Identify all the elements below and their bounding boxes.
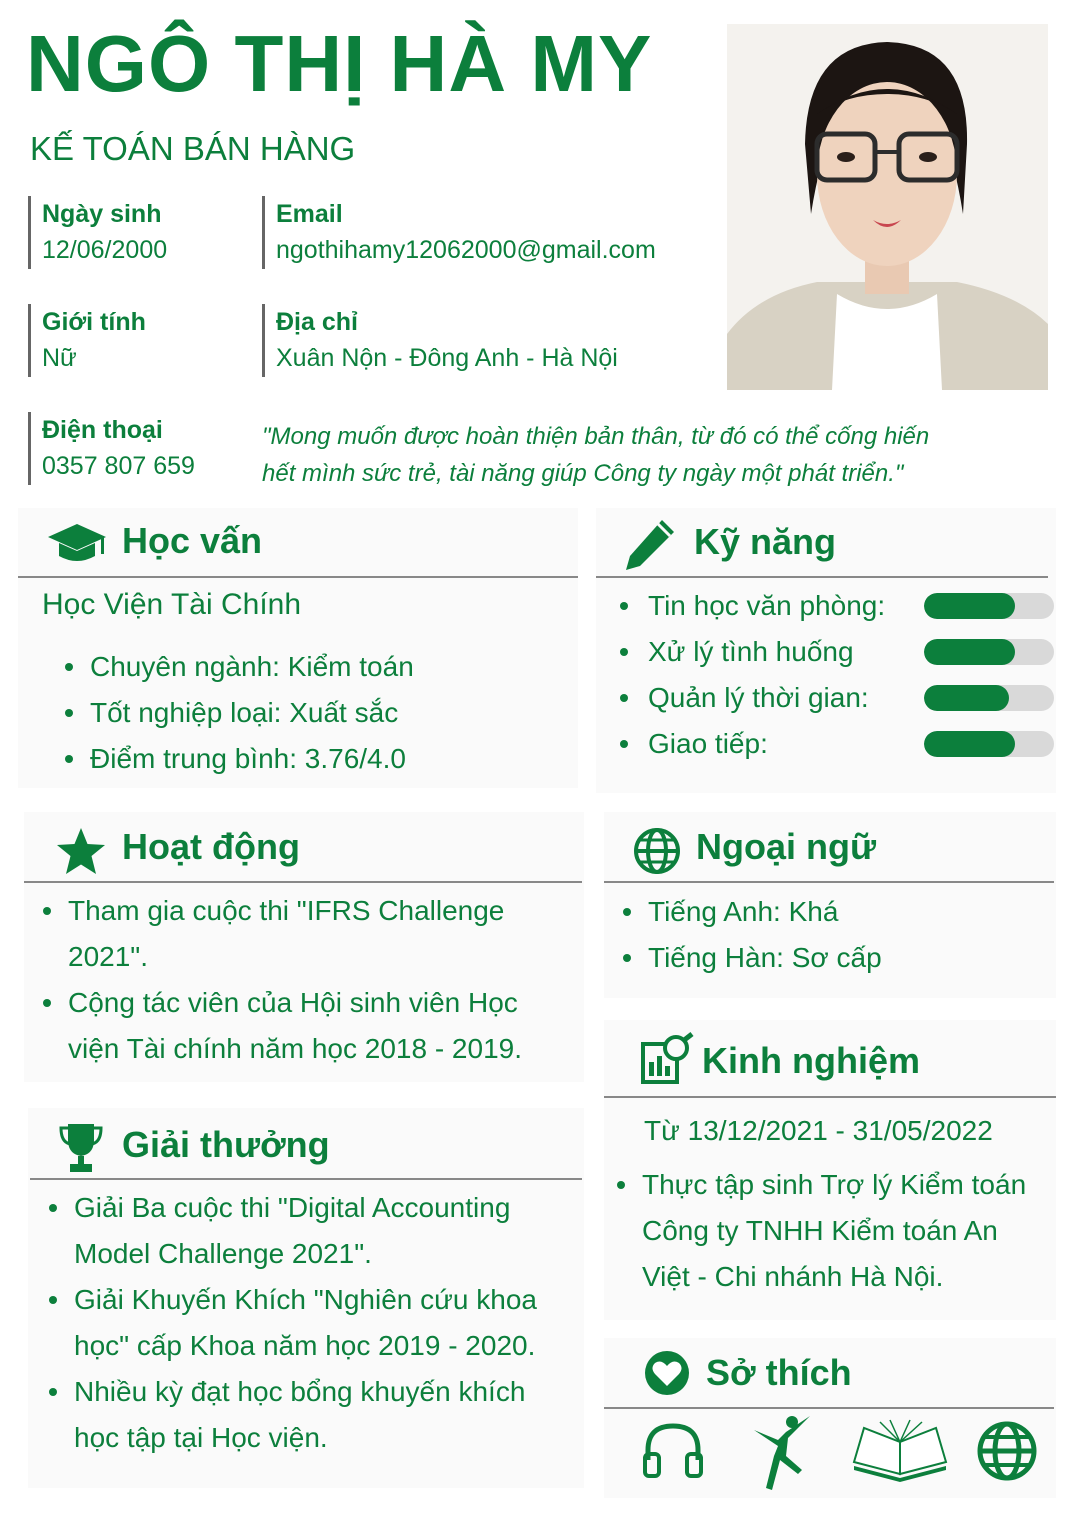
headphones-icon <box>640 1420 706 1480</box>
globe-icon <box>976 1420 1038 1482</box>
quote-line-1: "Mong muốn được hoàn thiện bản thân, từ đó có thể cống hiến <box>262 423 930 450</box>
candidate-name: NGÔ THỊ HÀ MY <box>26 19 653 108</box>
skill-label: Tin học văn phòng: <box>648 590 886 621</box>
quote-line-2: hết mình sức trẻ, tài năng giúp Công ty ngày một phát triển." <box>262 460 904 488</box>
profile-photo <box>727 24 1048 390</box>
item-line: học tập tại Học viện. <box>74 1422 328 1453</box>
item-line: Nhiều kỳ đạt học bổng khuyến khích <box>74 1376 526 1407</box>
skill-label: Xử lý tình huống <box>648 636 854 667</box>
awards-list <box>44 1185 584 1461</box>
list-item: Tiếng Hàn: Sơ cấp <box>618 935 1048 981</box>
skill-row <box>620 721 1060 767</box>
bullet <box>620 694 628 702</box>
skill-row <box>620 629 1060 675</box>
info-gender-label: Giới tính <box>42 308 146 336</box>
info-email-value: ngothihamy12062000@gmail.com <box>276 236 656 265</box>
skill-row <box>620 675 1060 721</box>
info-dob-value: 12/06/2000 <box>42 236 168 265</box>
experience-list <box>612 1162 1056 1300</box>
skill-label: Quản lý thời gian: <box>648 682 869 713</box>
experience-period: Từ 13/12/2021 - 31/05/2022 <box>644 1115 993 1146</box>
pencil-icon <box>622 516 678 572</box>
item-line: Cộng tác viên của Hội sinh viên Học <box>68 987 518 1018</box>
list-item <box>44 1185 584 1277</box>
skill-bar-fill <box>924 731 1015 757</box>
trophy-icon <box>58 1120 104 1176</box>
item-line: Thực tập sinh Trợ lý Kiểm toán <box>642 1169 1027 1200</box>
languages-title: Ngoại ngữ <box>696 826 877 867</box>
list-item: Chuyên ngành: Kiểm toán <box>60 644 560 690</box>
activities-list <box>38 888 578 1072</box>
experience-title: Kinh nghiệm <box>702 1040 920 1081</box>
item-line: viện Tài chính năm học 2018 - 2019. <box>68 1033 523 1064</box>
skill-bar-fill <box>924 685 1009 711</box>
skill-bar <box>924 685 1054 711</box>
skill-bar <box>924 731 1054 757</box>
skill-row <box>620 583 1060 629</box>
languages-divider <box>604 881 1054 883</box>
info-address-value: Xuân Nộn - Đông Anh - Hà Nội <box>276 344 618 373</box>
skills-title: Kỹ năng <box>694 521 837 562</box>
list-item: Điểm trung bình: 3.76/4.0 <box>60 736 560 782</box>
item-line: Tham gia cuộc thi "IFRS Challenge <box>68 895 505 926</box>
list-item <box>612 1162 1056 1300</box>
hobbies-divider <box>604 1407 1054 1409</box>
item-line: Công ty TNHH Kiểm toán An <box>642 1215 998 1246</box>
item-line: Model Challenge 2021". <box>74 1238 372 1269</box>
education-divider <box>18 576 578 578</box>
skills-divider <box>596 576 1048 578</box>
item-line: Giải Ba cuộc thi "Digital Accounting <box>74 1192 511 1223</box>
dancer-icon <box>752 1412 818 1492</box>
globe-icon <box>632 826 682 876</box>
book-icon <box>850 1418 950 1482</box>
school-name: Học Viện Tài Chính <box>42 588 302 621</box>
list-item <box>44 1277 584 1369</box>
info-email-label: Email <box>276 200 343 228</box>
info-phone <box>28 412 195 485</box>
star-icon <box>54 826 108 876</box>
info-gender <box>28 304 146 377</box>
info-dob-label: Ngày sinh <box>42 200 162 228</box>
info-phone-label: Điện thoại <box>42 416 163 444</box>
info-phone-value: 0357 807 659 <box>42 452 195 481</box>
experience-divider <box>604 1096 1056 1098</box>
objective-quote <box>262 418 1062 492</box>
info-dob <box>28 196 167 269</box>
list-item <box>38 980 578 1072</box>
education-title: Học vấn <box>122 520 263 561</box>
heart-icon <box>642 1350 692 1396</box>
bullet <box>620 740 628 748</box>
bullet <box>620 602 628 610</box>
skill-bar <box>924 593 1054 619</box>
education-list <box>60 644 560 782</box>
activities-title: Hoạt động <box>122 826 300 867</box>
bullet <box>620 648 628 656</box>
skill-bar-fill <box>924 593 1015 619</box>
list-item: Tiếng Anh: Khá <box>618 889 1048 935</box>
report-magnifier-icon <box>640 1032 694 1086</box>
job-title: KẾ TOÁN BÁN HÀNG <box>30 130 356 167</box>
hobbies-title: Sở thích <box>706 1352 852 1393</box>
info-email <box>262 196 656 269</box>
languages-list <box>618 889 1048 981</box>
list-item <box>38 888 578 980</box>
awards-title: Giải thưởng <box>122 1124 330 1165</box>
item-line: học" cấp Khoa năm học 2019 - 2020. <box>74 1330 536 1361</box>
item-line: 2021". <box>68 941 149 972</box>
graduation-cap-icon <box>46 520 108 568</box>
skill-bar-fill <box>924 639 1015 665</box>
list-item <box>44 1369 584 1461</box>
awards-divider <box>30 1178 582 1180</box>
info-address <box>262 304 618 377</box>
item-line: Giải Khuyến Khích "Nghiên cứu khoa <box>74 1284 537 1315</box>
skill-label: Giao tiếp: <box>648 728 768 759</box>
list-item: Tốt nghiệp loại: Xuất sắc <box>60 690 560 736</box>
info-address-label: Địa chỉ <box>276 308 358 336</box>
info-gender-value: Nữ <box>42 344 77 373</box>
item-line: Việt - Chi nhánh Hà Nội. <box>642 1261 944 1292</box>
activities-divider <box>24 881 582 883</box>
skill-bar <box>924 639 1054 665</box>
